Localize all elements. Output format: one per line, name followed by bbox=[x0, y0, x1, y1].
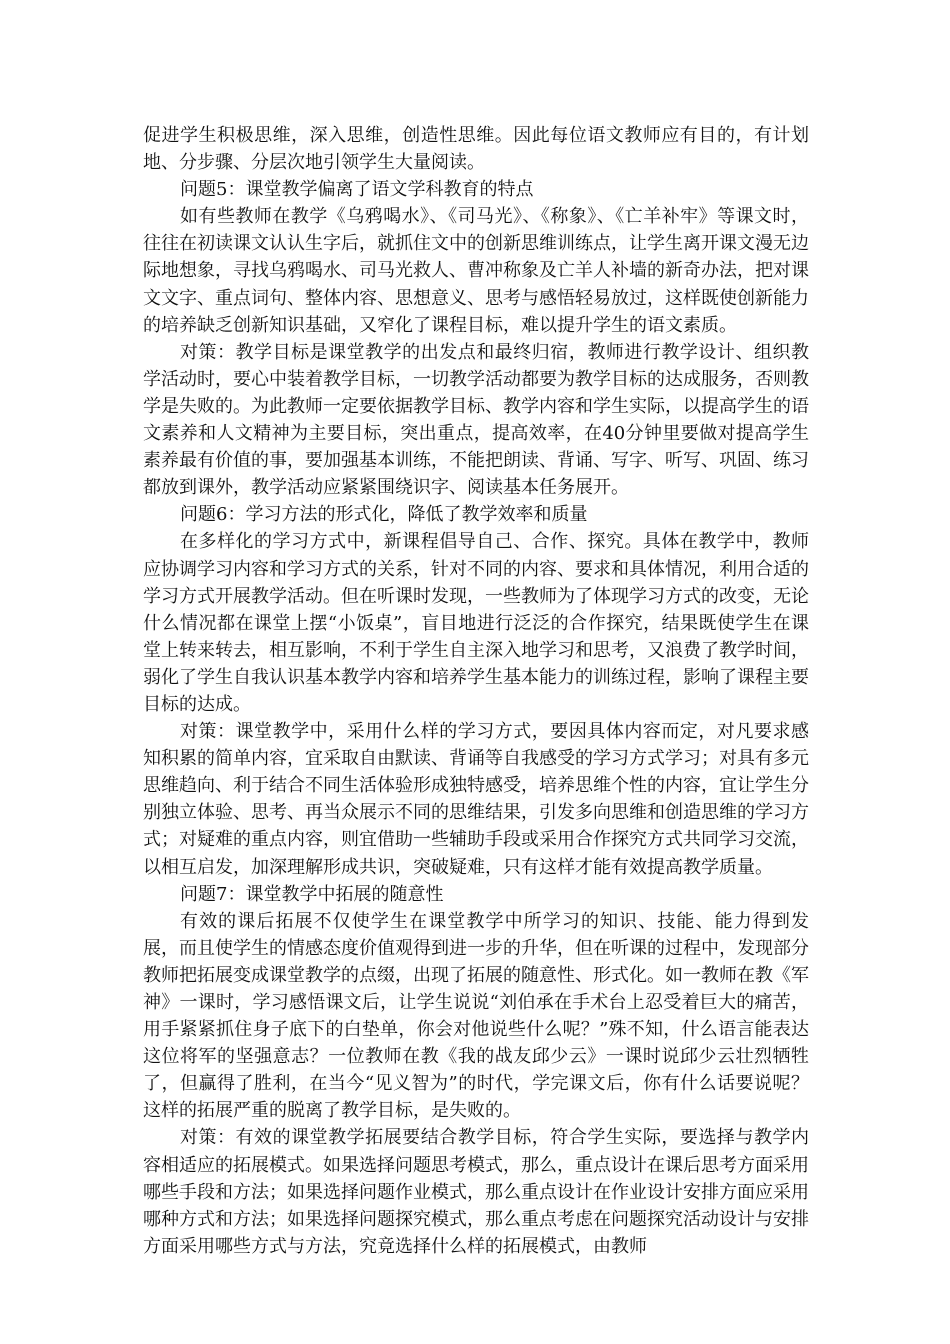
paragraph-problem-7-example: 有效的课后拓展不仅使学生在课堂教学中所学习的知识、技能、能力得到发展，而且使学生的情感态度价值观得到进一步的升华，但在听课的过程中，发现部分教师把拓展变成课堂教学的点缀，出现了拓展的随意性、形式化。如一教师在教《军神》一课时，学习感悟课文后，让学生说说“刘伯承在手术台上忍受着巨大的痛苦，用手紧紧抓住身子底下的白垫单，你会对他说些什么呢？”殊不知，什么语言能表达这位将军的坚强意志？一位教师在教《我的战友邱少云》一课时说邱少云壮烈牺牲了，但赢得了胜利，在当今“见义智为”的时代，学完课文后，你有什么话要说呢？这样的拓展严重的脱离了教学目标，是失败的。 bbox=[143, 910, 809, 1122]
heading-problem-7: 问题7：课堂教学中拓展的随意性 bbox=[180, 883, 444, 905]
document-page bbox=[143, 122, 809, 1260]
heading-problem-5: 问题5：课堂教学偏离了语文学科教育的特点 bbox=[180, 179, 534, 201]
paragraph-problem-6-example: 在多样化的学习方式中，新课程倡导自己、合作、探究。具体在教学中，教师应协调学习内容和学习方式的关系，针对不同的内容、要求和具体情况，利用合适的学习方式开展教学活动。但在听课时发现，一些教师为了体现学习方式的改变，无论什么情况都在课堂上摆“小饭桌”，盲目地进行泛泛的合作探究，结果既使学生在课堂上转来转去，相互影响，不利于学生自主深入地学习和思考，又浪费了教学时间，弱化了学生自我认识基本教学内容和培养学生基本能力的训练过程，影响了课程主要目标的达成。 bbox=[143, 531, 809, 715]
paragraph-problem-6-strategy: 对策：课堂教学中，采用什么样的学习方式，要因具体内容而定，对凡要求感知积累的简单内容，宜采取自由默读、背诵等自我感受的学习方式学习；对具有多元思维趋向、利于结合不同生活体验形成独特感受，培养思维个性的内容，宜让学生分别独立体验、思考、再当众展示不同的思维结果，引发多向思维和创造思维的学习方式；对疑难的重点内容，则宜借助一些辅助手段或采用合作探究方式共同学习交流，以相互启发，加深理解形成共识，突破疑难，只有这样才能有效提高教学质量。 bbox=[143, 721, 809, 878]
paragraph-intro-continuation: 促进学生积极思维，深入思维，创造性思维。因此每位语文教师应有目的，有计划地、分步骤、分层次地引领学生大量阅读。 bbox=[143, 125, 809, 174]
paragraph-problem-5-strategy: 对策：教学目标是课堂教学的出发点和最终归宿，教师进行教学设计、组织教学活动时，要心中装着教学目标，一切教学活动都要为教学目标的达成服务，否则教学是失败的。为此教师一定要依据教学目标、教学内容和学生实际，以提高学生的语文素养和人文精神为主要目标，突出重点，提高效率，在40分钟里要做对提高学生素养最有价值的事，要加强基本训练，不能把朗读、背诵、写字、听写、巩固、练习都放到课外，教学活动应紧紧围绕识字、阅读基本任务展开。 bbox=[143, 341, 809, 499]
heading-problem-6: 问题6：学习方法的形式化，降低了教学效率和质量 bbox=[180, 504, 588, 526]
paragraph-problem-7-strategy: 对策：有效的课堂教学拓展要结合教学目标，符合学生实际，要选择与教学内容相适应的拓展模式。如果选择问题思考模式，那么，重点设计在课后思考方面采用哪些手段和方法；如果选择问题作业模式，那么重点设计在作业设计安排方面应采用哪种方式和方法；如果选择问题探究模式，那么重点考虑在问题探究活动设计与安排方面采用哪些方式与方法，究竟选择什么样的拓展模式，由教师 bbox=[143, 1127, 809, 1257]
paragraph-problem-5-example: 如有些教师在教学《乌鸦喝水》、《司马光》、《称象》、《亡羊补牢》等课文时，往往在初读课文认认生字后，就抓住文中的创新思维训练点，让学生离开课文漫无边际地想象，寻找乌鸦喝水、司马光救人、曹冲称象及亡羊人补墙的新奇办法，把对课文文字、重点词句、整体内容、思想意义、思考与感悟轻易放过，这样既使创新能力的培养缺乏创新知识基础，又窄化了课程目标，难以提升学生的语文素质。 bbox=[143, 206, 809, 336]
